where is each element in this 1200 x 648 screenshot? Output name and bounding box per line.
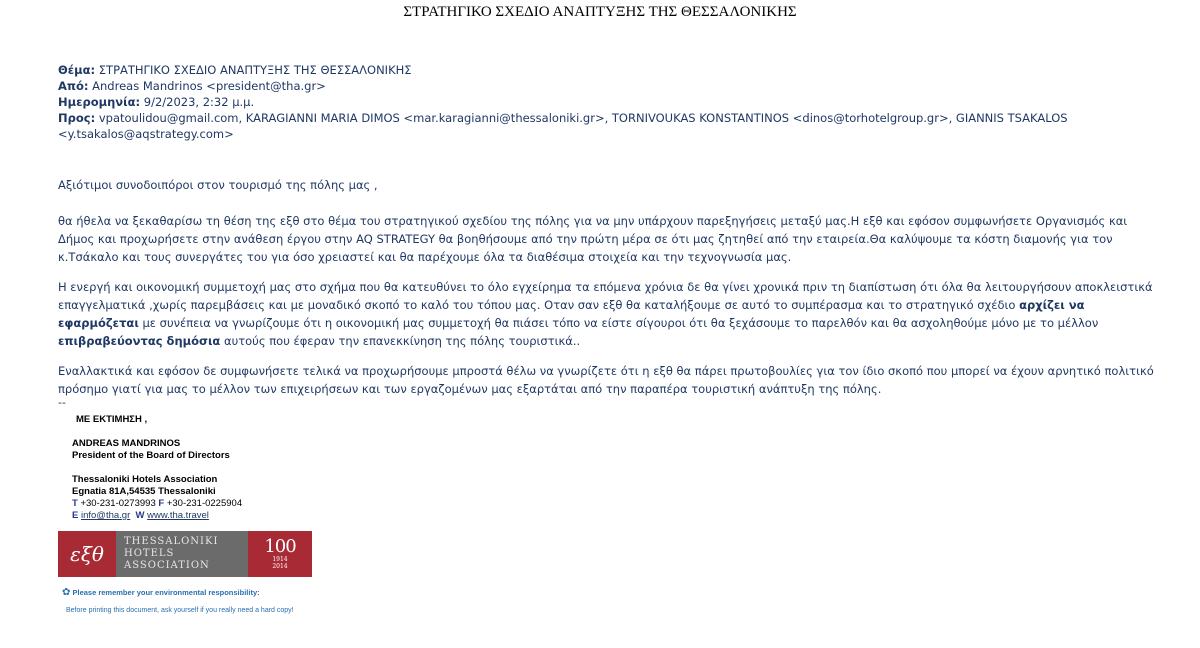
logo-line-2: HOTELS: [124, 548, 175, 559]
paragraph-2: [58, 278, 1158, 350]
fax-label: F: [158, 498, 165, 509]
to-label: Προς:: [58, 111, 96, 125]
email-link[interactable]: info@tha.gr: [80, 510, 131, 521]
subject-row: [58, 62, 1138, 78]
from-label: Από:: [58, 79, 89, 93]
paragraph-1: θα ήθελα να ξεκαθαρίσω τη θέση της εξθ στο θέμα του στρατηγικού σχεδίου της πόλης για να μην υπάρχουν παρεξηγήσεις μεταξύ μας.Η εξθ και εφόσον συμφωνήσετε Οργανισμός και Δήμος και προχωρήσετε στην ανάθεση έργου στην AQ STRATEGY θα βοηθήσουμε από την πρώτη μέρα σε ότι μας ζητηθεί από την εταιρεία.Θα καλύψουμε τα κόστη διαμονής για τον κ.Τσάκαλο και τους συνεργάτες του για όσο χρειαστεί και θα παρέχουμε όλα τα διαθέσιμα στοιχεία και την τεχνογνωσία μας.: [58, 214, 1128, 264]
signature-address: Egnatia 81A,54535 Thessaloniki: [72, 486, 216, 497]
signature-links: [72, 510, 242, 522]
paragraph-2-part-b: με συνέπεια να γνωρίζουμε ότι η οικονομική μας συμμετοχή θα πιάσει τόπο να είστε σίγουροι ότι θα ξεχάσουμε το παρελθόν και θα ασχοληθούμε μόνο με το μέλλον: [138, 316, 1099, 330]
paragraph-3: Εναλλακτικά και εφόσον δε συμφωνήσετε τελικά να προχωρήσουμε μπροστά θέλω να γνωρίζετε ότι η εξθ θα πάρει πρωτοβουλίες για τον ίδιο σκοπό που μπορεί να έχουν αρνητικό πολιτικό πρόσημο γιατί για μας το μέλλον των επιχειρήσεων και των εργαζομένων μας εξαρτάται από την παραπέρα τουριστική ανάπτυξη της πόλης.: [58, 364, 1154, 396]
date-label: Ημερομηνία:: [58, 95, 141, 109]
from-row: [58, 78, 1138, 94]
paragraph-2-part-a: Η ενεργή και οικονομική συμμετοχή μας στο σχήμα που θα κατευθύνει το όλο εγχείρημα τα επόμενα χρόνια δε θα γίνει χρονικά πριν τη διαπίστωση ότι όλα θα λειτουργήσουν αποκλειστικά επαγγελματικά ,χωρίς παρεμβάσεις και με μοναδικό σκοπό το καλό του τόπου μας. Οταν σαν εξθ θα καταλήξουμε σε αυτό το συμπέρασμα και το στρατηγικό σχέδιο: [58, 280, 1153, 312]
signature-separator: --: [58, 396, 66, 409]
paragraph-2-bold-2: επιβραβεύοντας δημόσια: [58, 334, 221, 348]
environmental-note: [62, 587, 294, 614]
logo-anniversary-number: 100: [264, 536, 296, 557]
to-value: vpatoulidou@gmail.com, KARAGIANNI MARIA DIMOS <mar.karagianni@thessaloniki.gr>, TORNIVOUKAS KONSTANTINOS <dinos@torhotelgroup.gr>, GIANNIS TSAKALOS <y.tsakalos@aqstrategy.com>: [58, 111, 1068, 141]
signature-org: Thessaloniki Hotels Association: [72, 474, 218, 485]
environmental-note-title: Please remember your environmental responsibility:: [72, 588, 260, 597]
web-link[interactable]: www.tha.travel: [147, 510, 209, 521]
greeting: Αξιότιμοι συνοδοιπόροι στον τουρισμό της πόλης μας ,: [58, 178, 378, 192]
logo-year-1: 1914: [272, 556, 288, 563]
signature-block: [72, 414, 242, 522]
email-body: [58, 176, 1158, 410]
logo-line-1: THESSALONIKI: [124, 536, 219, 547]
signature-name: ANDREAS MANDRINOS: [72, 438, 181, 449]
web-label: W: [135, 510, 145, 521]
date-row: [58, 94, 1138, 110]
fax-value: +30-231-0225904: [166, 498, 243, 509]
to-row: [58, 110, 1138, 142]
leaf-icon: ✿: [62, 587, 71, 598]
email-headers: [58, 62, 1138, 142]
logo-wordmark: [116, 531, 248, 577]
association-logo: [58, 531, 312, 577]
logo-mark: εξθ: [58, 531, 116, 577]
logo-year-2: 2014: [272, 563, 288, 570]
paragraph-2-bold-1: αρχίζει να εφαρμόζεται: [58, 298, 1085, 330]
signature-role: President of the Board of Directors: [72, 450, 230, 461]
logo-line-3: ASSOCIATION: [124, 560, 210, 571]
environmental-note-subtitle: Before printing this document, ask yourself if you really need a hard copy!: [66, 607, 294, 614]
subject-label: Θέμα:: [58, 63, 96, 77]
paragraph-2-part-c: αυτούς που έφεραν την επανεκκίνηση της πόλης τουριστικά..: [220, 334, 581, 348]
from-value: Andreas Mandrinos <president@tha.gr>: [88, 79, 326, 93]
logo-anniversary: [248, 531, 312, 577]
phone-value: +30-231-0273993: [80, 498, 156, 509]
date-value: 9/2/2023, 2:32 μ.μ.: [140, 95, 255, 109]
signature-phones: [72, 498, 242, 510]
signature-regards: ΜΕ ΕΚΤΙΜΗΣΗ ,: [76, 414, 148, 425]
phone-label: T: [72, 498, 78, 509]
document-title: ΣΤΡΑΤΗΓΙΚΟ ΣΧΕΔΙΟ ΑΝΑΠΤΥΞΗΣ ΤΗΣ ΘΕΣΣΑΛΟΝΙΚΗΣ: [403, 4, 797, 20]
subject-value: ΣΤΡΑΤΗΓΙΚΟ ΣΧΕΔΙΟ ΑΝΑΠΤΥΞΗΣ ΤΗΣ ΘΕΣΣΑΛΟΝΙΚΗΣ: [95, 63, 412, 77]
email-label: E: [72, 510, 79, 521]
